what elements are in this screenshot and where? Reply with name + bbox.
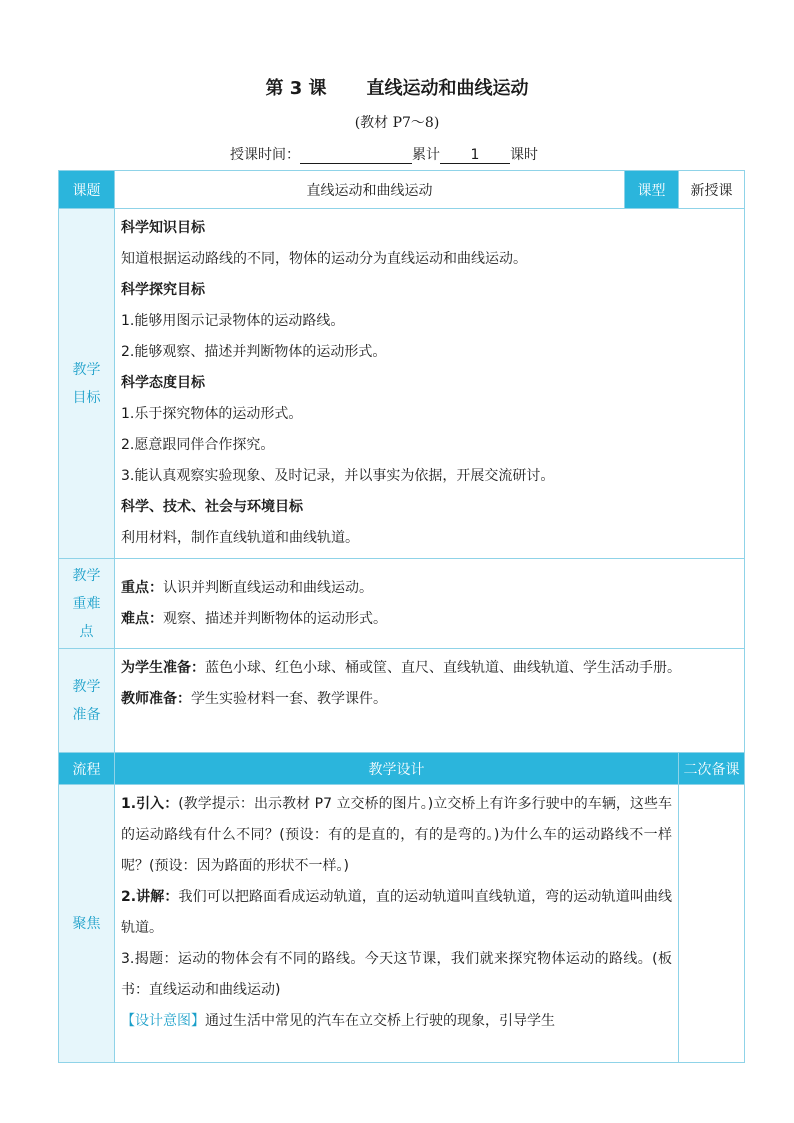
flow-header: 流程 [59,753,115,785]
key-points-content [115,559,745,649]
focus-paragraph: 3.揭题：运动的物体会有不同的路线。今天这节课，我们就来探究物体运动的路线。(板书：直线运动和曲线运动) [121,951,672,998]
key-points-row [59,559,745,649]
design-header: 教学设计 [115,753,679,785]
goals-label: 教学 目标 [59,209,115,559]
preparation-label: 教学 准备 [59,649,115,753]
cumulative-label: 累计 [412,147,440,163]
page-title [0,74,794,100]
type-value: 新授课 [679,171,745,209]
time-blank [300,147,412,164]
goal-item: 2.愿意跟同伴合作探究。 [121,437,275,453]
goal-heading: 科学探究目标 [121,282,205,298]
textbook-pages: (教材 P7～8) [354,115,440,131]
focus-label: 聚焦 [59,785,115,1063]
type-label: 课型 [625,171,679,209]
focus-content [115,785,679,1063]
second-prep-header: 二次备课 [679,753,745,785]
focus-paragraph: 1.引入：(教学提示：出示教材 P7 立交桥的图片。)立交桥上有许多行驶中的车辆，这些车的运动路线有什么不同？(预设：有的是直的，有的是弯的。)为什么车的运动路线不一样呢？(预设：因为路面的形状不一样。) [121,796,673,874]
topic-row [59,171,745,209]
lesson-number: 第 3 课 [265,78,327,99]
key-point: 重点：认识并判断直线运动和曲线运动。 [121,579,373,596]
time-label: 授课时间： [230,147,300,163]
focus-row [59,785,745,1063]
lesson-title: 直线运动和曲线运动 [366,78,529,99]
teacher-preparation: 教师准备：学生实验材料一套、教学课件。 [121,691,387,707]
goals-content [115,209,745,559]
cumulative-value: 1 [440,147,510,164]
second-prep-cell[interactable] [679,785,745,1063]
process-header-row [59,753,745,785]
goal-heading: 科学态度目标 [121,375,205,391]
preparation-row [59,649,745,753]
lesson-plan-table [58,170,745,1063]
topic-label: 课题 [59,171,115,209]
topic-value: 直线运动和曲线运动 [115,171,625,209]
goal-item: 1.乐于探究物体的运动形式。 [121,406,303,422]
goals-row [59,209,745,559]
goal-item: 3.能认真观察实验现象、及时记录，并以事实为依据，开展交流研讨。 [121,468,555,484]
focus-paragraph: 2.讲解：我们可以把路面看成运动轨道，直的运动轨道叫直线轨道，弯的运动轨道叫曲线轨道。 [121,889,673,936]
class-time-line [230,144,538,164]
goal-heading: 科学、技术、社会与环境目标 [121,499,303,515]
student-preparation: 为学生准备：蓝色小球、红色小球、桶或筐、直尺、直线轨道、曲线轨道、学生活动手册。 [121,660,681,676]
goal-item: 知道根据运动路线的不同，物体的运动分为直线运动和曲线运动。 [121,251,527,267]
period-label: 课时 [510,147,538,163]
difficult-point: 难点：观察、描述并判断物体的运动形式。 [121,610,387,627]
goal-item: 1.能够用图示记录物体的运动路线。 [121,313,345,329]
key-points-label: 教学 重难 点 [59,559,115,649]
goal-item: 利用材料，制作直线轨道和曲线轨道。 [121,530,359,546]
preparation-content [115,649,745,753]
goal-heading: 科学知识目标 [121,220,205,236]
design-intent: 【设计意图】通过生活中常见的汽车在立交桥上行驶的现象，引导学生 [121,1013,555,1029]
goal-item: 2.能够观察、描述并判断物体的运动形式。 [121,344,387,360]
